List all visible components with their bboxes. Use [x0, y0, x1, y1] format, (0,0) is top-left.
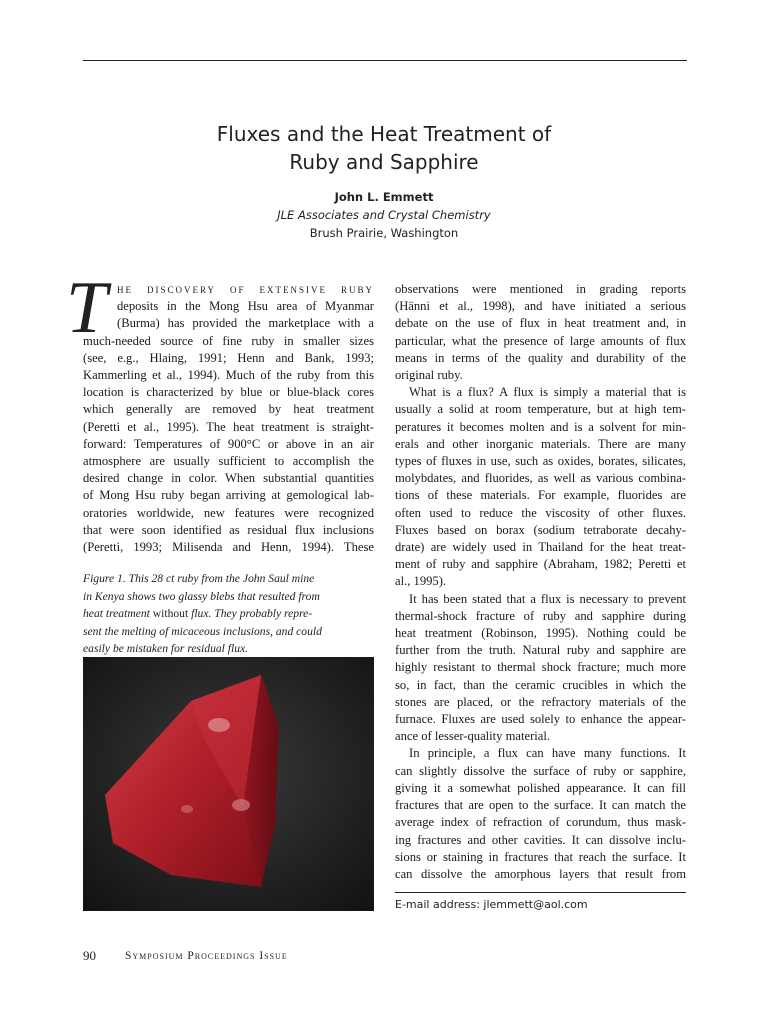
body-line: of Mong Hsu ruby began arriving at gemological lab- [83, 488, 374, 503]
body-line: observations were mentioned in grading reports [395, 282, 686, 296]
body-line: (Burma) has provided the marketplace with a [117, 316, 374, 331]
body-line: types of fluxes in use, such as oxides, borates, silicates, [395, 454, 686, 469]
caption-line: in Kenya shows two glassy blebs that resulted from [83, 589, 320, 603]
author-location: Brush Prairie, Washington [309, 226, 459, 240]
body-line: peratures it becomes molten and is a solvent for min- [395, 419, 686, 434]
author-name: John L. Emmett [334, 190, 434, 204]
caption-line: sent the melting of micaceous inclusions, and could [83, 624, 322, 638]
body-line: tions of these materials. For example, fluorides are [395, 488, 686, 503]
body-line: ing fractures and other cavities. It can dissolve inclu- [395, 832, 686, 847]
body-line: much-needed source of fine ruby in smaller sizes [83, 333, 374, 348]
body-line: stones are placed, or the refractory materials of the [395, 694, 686, 709]
body-line: particular, what the presence of large amounts of flux [395, 333, 686, 348]
caption-emphasis: without [152, 607, 189, 621]
article-title [0, 120, 768, 176]
body-line: ance of lesser-quality material. [395, 729, 550, 744]
footnote-rule [395, 892, 686, 893]
body-line: further from the truth. Natural ruby and sapphire are [395, 643, 686, 658]
figure-caption [83, 570, 374, 658]
body-line: (Peretti et al., 1995). The heat treatment is straight- [83, 419, 374, 434]
body-line: debate on the use of flux in heat treatment and, in [395, 316, 686, 331]
body-line: (Hänni et al., 1998), and have initiated a serious [395, 299, 686, 314]
body-line: original ruby. [395, 368, 463, 383]
title-line-2: Ruby and Sapphire [289, 150, 479, 174]
body-line: he discovery of extensive ruby [117, 282, 374, 296]
body-line: so, in fact, than the ceramic crucibles in which the [395, 677, 686, 692]
body-line: (Peretti, 1993; Milisenda and Henn, 1994). These [83, 540, 374, 555]
page-number: 90 [83, 948, 96, 963]
body-line: desired change in color. When substantial quantities [83, 471, 374, 486]
caption-line: easily be mistaken for residual flux. [83, 642, 249, 656]
running-head: Symposium Proceedings Issue [125, 950, 288, 962]
body-line: usually a solid at room temperature, but at high tem- [395, 402, 686, 417]
body-line: Fluxes based on borax (sodium tetraborate decahy- [395, 522, 686, 537]
body-line: highly resistant to thermal shock fracture; much more [395, 660, 686, 675]
body-line: molybdates, and fluorides, as well as various combina- [395, 471, 686, 486]
body-line: al., 1995). [395, 574, 447, 589]
body-line: fractures that are open to the surface. It can match the [395, 798, 686, 813]
body-line: ment of ruby and sapphire (Abraham, 1982; Peretti et [395, 557, 686, 572]
body-line: erals and other inorganic materials. There are many [395, 436, 686, 451]
caption-line: Figure 1. This 28 ct ruby from the John Saul mine [83, 572, 315, 585]
body-line: that were soon identified as residual flux inclusions [83, 522, 374, 537]
body-column-right [395, 281, 686, 883]
body-line: which generally are removed by heat treatment [83, 402, 374, 417]
body-line: location is characterized by blue or blue-black cores [83, 385, 374, 400]
caption-line [83, 605, 374, 623]
body-line: drate) are widely used in Thailand for the heat treat- [395, 540, 686, 555]
body-line: means in terms of the quality and durability of the [395, 350, 686, 365]
body-line: What is a flux? A flux is simply a material that is [409, 385, 686, 400]
body-line: Kammerling et al., 1994). Much of the ruby from this [83, 368, 374, 383]
body-line: average index of refraction of corundum, thus mask- [395, 815, 686, 830]
caption-text: flux. They probably repre- [188, 607, 313, 621]
body-line: atmosphere are usually sufficient to accomplish the [83, 454, 374, 469]
body-line: deposits in the Mong Hsu area of Myanmar [117, 299, 374, 314]
footnote-email: E-mail address: jlemmett@aol.com [395, 898, 588, 911]
body-line: furnace. Fluxes are used solely to enhance the appear- [395, 712, 686, 727]
body-column-left [83, 281, 374, 556]
body-line: (see, e.g., Hlaing, 1991; Henn and Bank, 1993; [83, 350, 374, 365]
body-line: often used to reduce the viscosity of other fluxes. [395, 505, 686, 520]
body-line: forward: Temperatures of 900°C or above in an air [83, 436, 374, 451]
body-line: heat treatment (Robinson, 1995). Nothing could be [395, 626, 686, 641]
body-line: sions or staining in fractures that reach the surface. It [395, 849, 686, 864]
body-line: In principle, a flux can have many functions. It [409, 746, 686, 761]
body-line: can dissolve the amorphous layers that result from [395, 866, 686, 881]
top-rule [83, 60, 687, 61]
title-line-1: Fluxes and the Heat Treatment of [216, 122, 552, 146]
body-line: It has been stated that a flux is necessary to prevent [409, 591, 686, 606]
author-affiliation: JLE Associates and Crystal Chemistry [277, 208, 491, 222]
body-line: can slightly dissolve the surface of ruby or sapphire, [395, 763, 686, 778]
byline [0, 188, 768, 242]
ruby-photograph [83, 657, 374, 911]
body-line: thermal-shock fracture of ruby and sapphire during [395, 608, 686, 623]
drop-cap: T [66, 267, 108, 349]
body-line: giving it a somewhat polished appearance. It can fill [395, 780, 686, 795]
ruby-image [83, 657, 374, 911]
body-line: oratories worldwide, new features were recognized [83, 505, 374, 520]
caption-text: heat treatment [83, 607, 153, 621]
